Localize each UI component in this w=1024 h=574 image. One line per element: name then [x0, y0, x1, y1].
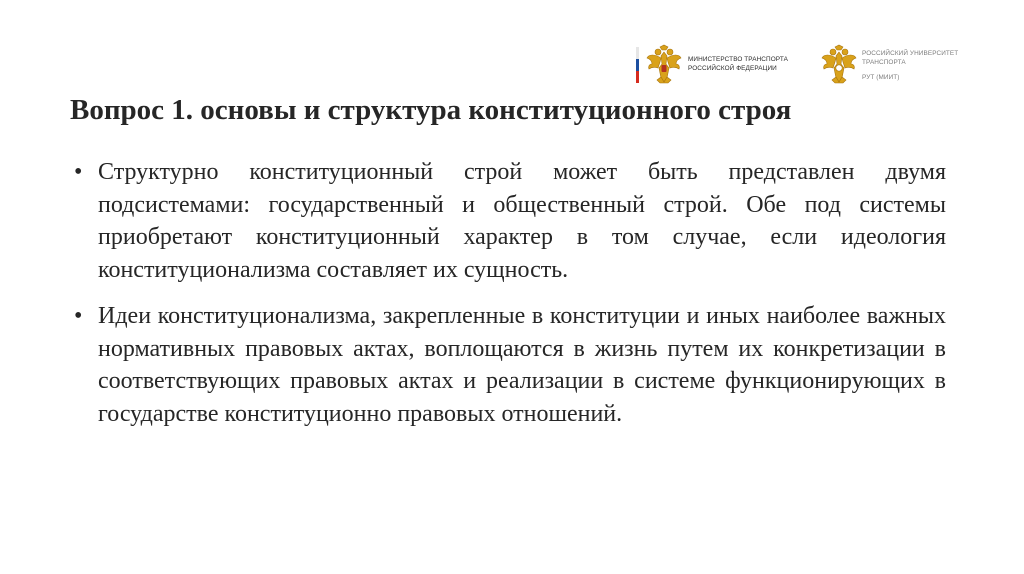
bullet-item: [74, 300, 946, 430]
double-headed-eagle-emblem-icon: [820, 44, 858, 86]
ministry-logo-text: МИНИСТЕРСТВО ТРАНСПОРТА РОССИЙСКОЙ ФЕДЕРАЦИИ: [688, 56, 789, 72]
ministry-logo: [636, 44, 806, 86]
bullet-marker: •: [74, 159, 83, 185]
double-headed-eagle-emblem-icon: [645, 44, 683, 86]
university-logo: [820, 44, 966, 86]
university-logo-text: РОССИЙСКИЙ УНИВЕРСИТЕТ ТРАНСПОРТА РУТ (МИИТ): [862, 50, 959, 82]
header-logos: [636, 44, 966, 86]
bullet-item: [74, 156, 946, 286]
bullet-text: Идеи конституционализма, закрепленные в конституции и иных наиболее важных нормативных правовых актах, воплощаются в жизнь путем их конкретизации в соответствующих правовых актах и реализации в системе функционирующих в государстве конституционно правовых отношений.: [98, 303, 946, 427]
bullet-marker: •: [74, 303, 83, 329]
bullet-list: [74, 156, 946, 444]
slide-title: Вопрос 1. основы и структура конституционного строя: [70, 94, 792, 126]
bullet-text: Структурно конституционный строй может быть представлен двумя подсистемами: государственный и общественный строй. Обе под системы приобретают конституционный характер в том случае, если идеология конституционализма составляет их сущность.: [98, 159, 946, 283]
russian-flag-icon: [636, 47, 639, 83]
